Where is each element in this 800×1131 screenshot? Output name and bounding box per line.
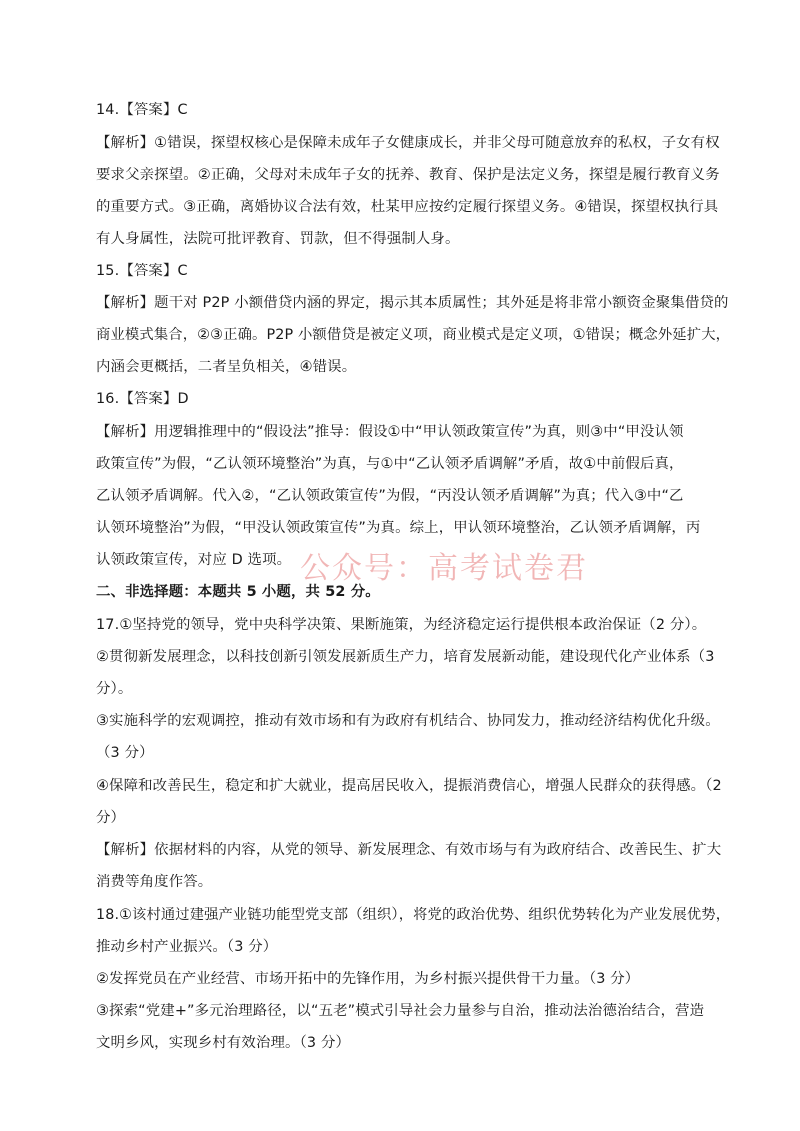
analysis-14-line-1: 【解析】①错误，探望权核心是保障未成年子女健康成长，并非父母可随意放弃的私权，子女有权	[96, 135, 720, 151]
analysis-16-line-3: 乙认领矛盾调解。代入②，“乙认领政策宣传”为假，“丙没认领矛盾调解”为真；代入③中“乙	[96, 488, 684, 504]
analysis-15-line-3: 内涵会更概括，二者呈负相关，④错误。	[96, 359, 357, 375]
answer-18-point-3-line-1: ③探索“党建+”多元治理路径，以“五老”模式引导社会力量参与自治，推动法治德治结合，营造	[96, 1003, 705, 1019]
answer-15-heading: 15.【答案】C	[96, 263, 188, 279]
analysis-17-line-2: 消费等角度作答。	[96, 874, 213, 890]
analysis-15-line-1: 【解析】题干对 P2P 小额借贷内涵的界定，揭示其本质属性；其外延是将非常小额资金聚集借贷的	[96, 295, 729, 311]
analysis-16-line-2: 政策宣传”为假，“乙认领环境整治”为真，与①中“乙认领矛盾调解”矛盾，故①中前假后真，	[96, 456, 684, 472]
analysis-14-line-2: 要求父亲探望。②正确，父母对未成年子女的抚养、教育、保护是法定义务，探望是履行教育义务	[96, 167, 720, 183]
answer-17-point-2-line-2: 分）。	[96, 681, 133, 697]
analysis-15-line-2: 商业模式集合，②③正确。P2P 小额借贷是被定义项，商业模式是定义项，①错误；概念外延扩大，	[96, 327, 731, 343]
analysis-16-line-4: 认领环境整治”为假，“甲没认领政策宣传”为真。综上，甲认领环境整治，乙认领矛盾调解，丙	[96, 520, 701, 536]
answer-17-point-3-line-1: ③实施科学的宏观调控，推动有效市场和有为政府有机结合、协同发力，推动经济结构优化升级。	[96, 713, 720, 729]
answer-17-point-3-line-2: （3 分）	[96, 745, 154, 761]
answer-16-heading: 16.【答案】D	[96, 391, 189, 407]
answer-14-heading: 14.【答案】C	[96, 102, 188, 118]
analysis-16-line-5: 认领政策宣传，对应 D 选项。	[96, 552, 292, 568]
answer-18-point-3-line-2: 文明乡风，实现乡村有效治理。（3 分）	[96, 1035, 351, 1051]
answer-17-point-1: 17.①坚持党的领导，党中央科学决策、果断施策，为经济稳定运行提供根本政治保证（2 分）。	[96, 617, 707, 633]
answer-18-point-1-line-2: 推动乡村产业振兴。（3 分）	[96, 939, 278, 955]
analysis-17-line-1: 【解析】依据材料的内容，从党的领导、新发展理念、有效市场与有为政府结合、改善民生、扩大	[96, 842, 722, 858]
watermark: 公众号：高考试卷君	[300, 551, 588, 586]
answer-18-point-2: ②发挥党员在产业经营、市场开拓中的先锋作用，为乡村振兴提供骨干力量。（3 分）	[96, 971, 640, 987]
answer-18-point-1-line-1: 18.①该村通过建强产业链功能型党支部（组织），将党的政治优势、组织优势转化为产业发展优势，	[96, 907, 731, 923]
analysis-16-line-1: 【解析】用逻辑推理中的“假设法”推导：假设①中“甲认领政策宣传”为真，则③中“甲没认领	[96, 424, 684, 440]
answer-17-point-4-line-2: 分）	[96, 810, 126, 826]
section-heading-non-choice: 二、非选择题：本题共 5 小题，共 52 分。	[96, 584, 380, 600]
analysis-14-line-4: 有人身属性，法院可批评教育、罚款，但不得强制人身。	[96, 231, 460, 247]
analysis-14-line-3: 的重要方式。③正确，离婚协议合法有效，杜某甲应按约定履行探望义务。④错误，探望权执行具	[96, 199, 719, 215]
answer-17-point-2-line-1: ②贯彻新发展理念，以科技创新引领发展新质生产力，培育发展新动能，建设现代化产业体系（3	[96, 649, 715, 665]
answer-17-point-4-line-1: ④保障和改善民生，稳定和扩大就业，提高居民收入，提振消费信心，增强人民群众的获得感。（2	[96, 778, 722, 794]
